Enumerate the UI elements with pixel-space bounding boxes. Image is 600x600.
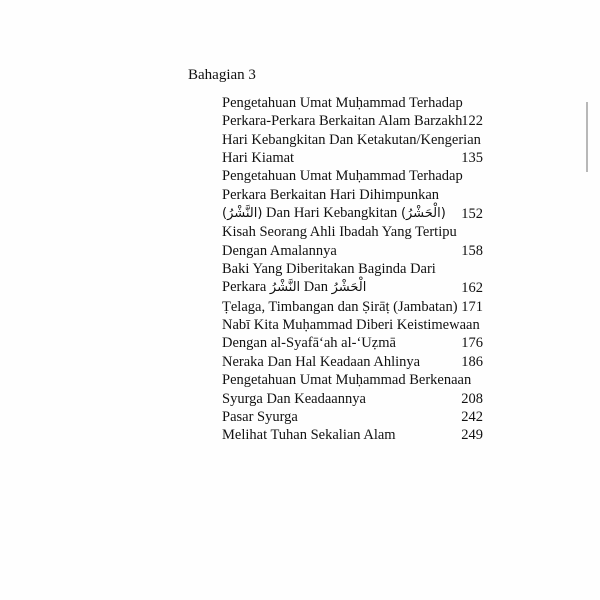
toc-entry-title-line: [222, 278, 483, 297]
toc-page-number: 162: [461, 280, 483, 297]
toc-entry: [222, 408, 483, 426]
toc-entry-title-line: Dengan Amalannya: [222, 242, 337, 259]
toc-page-number: 176: [461, 335, 483, 352]
toc-page-number: 242: [461, 408, 483, 425]
toc-entry-title-line: Pasar Syurga: [222, 408, 298, 425]
toc-page-number: 208: [461, 390, 483, 407]
toc-entry-title-line: Hari Kiamat: [222, 150, 295, 167]
toc-entry-title-line: Perkara-Perkara Berkaitan Alam Barzakh: [222, 113, 463, 130]
toc-entry-title-line: Dengan al-Syafā‘ah al-‘Uẓmā: [222, 335, 396, 352]
toc-page-number: 152: [461, 206, 483, 223]
toc-entry: [222, 131, 483, 168]
toc-entry: [222, 316, 483, 353]
toc-entry-title-line: Pengetahuan Umat Muḥammad Berkenaan: [222, 372, 472, 389]
toc-entry: [222, 167, 483, 223]
toc-text: Dan: [303, 279, 328, 296]
toc-entry-title-line: Nabī Kita Muḥammad Diberi Keistimewaan: [222, 317, 480, 334]
toc-page-number: 135: [461, 150, 483, 167]
arabic-term: الْحَشْرُ: [331, 280, 367, 296]
arabic-term: النَّشْرُ: [269, 280, 301, 296]
toc-entry: [222, 94, 483, 131]
toc-page-number: 249: [461, 427, 483, 444]
section-heading: Bahagian 3: [188, 67, 256, 83]
toc-page-number: 171: [461, 298, 483, 315]
page-edge-shadow: [586, 102, 588, 172]
toc-entry: [222, 426, 483, 444]
toc-entry-title-line: Kisah Seorang Ahli Ibadah Yang Tertipu: [222, 224, 457, 241]
toc-entry-title-line: Syurga Dan Keadaannya: [222, 390, 366, 407]
toc-text: Perkara: [222, 279, 267, 296]
toc-entry-title-line: Neraka Dan Hal Keadaan Ahlinya: [222, 353, 421, 370]
toc-entry-title-line: Melihat Tuhan Sekalian Alam: [222, 427, 396, 444]
toc-entry-title-line: Perkara Berkaitan Hari Dihimpunkan: [222, 186, 440, 203]
toc-text: Dan Hari Kebangkitan: [266, 205, 398, 222]
toc-entry-title-line: Pengetahuan Umat Muḥammad Terhadap: [222, 168, 463, 185]
table-of-contents: [222, 94, 483, 445]
toc-page-number: 122: [461, 113, 483, 130]
toc-entry-title-line: [222, 204, 483, 223]
toc-entry-title-line: Baki Yang Diberitakan Baginda Dari: [222, 261, 436, 278]
toc-entry: [222, 223, 483, 260]
toc-entry-title-line: Ṭelaga, Timbangan dan Ṣirāṭ (Jambatan): [222, 298, 458, 315]
toc-entry-title-line: Hari Kebangkitan Dan Ketakutan/Kengerian: [222, 131, 481, 148]
toc-entry: [222, 260, 483, 298]
toc-entry: [222, 371, 483, 408]
toc-page-number: 158: [461, 242, 483, 259]
toc-page-number: 186: [461, 353, 483, 370]
toc-entry-title-line: Pengetahuan Umat Muḥammad Terhadap: [222, 95, 463, 111]
toc-entry: [222, 353, 483, 371]
arabic-term: (الْحَشْرُ): [400, 206, 446, 222]
arabic-term: (النَّشْرُ): [222, 206, 263, 222]
toc-entry: [222, 298, 483, 316]
